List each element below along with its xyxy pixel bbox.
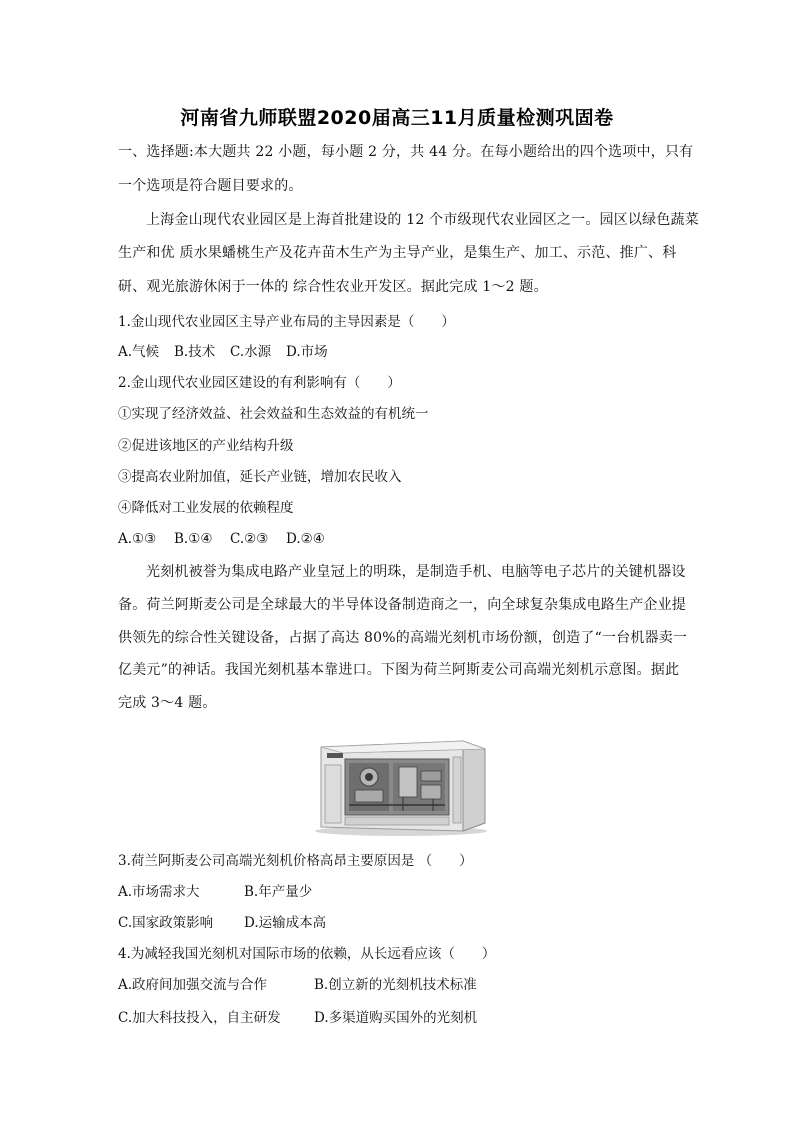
q2-item-4: ④降低对工业发展的依赖程度	[118, 500, 294, 516]
q1-option-b[interactable]: B.技术	[174, 344, 216, 360]
q3-option-c[interactable]: C.国家政策影响	[118, 915, 214, 931]
page-title: 河南省九师联盟2020届高三11月质量检测巩固卷	[180, 107, 614, 129]
q4-option-d[interactable]: D.多渠道购买国外的光刻机	[314, 1010, 478, 1026]
question-4-options-row-2	[118, 1008, 678, 1028]
q4-option-a[interactable]: A.政府间加强交流与合作	[118, 977, 268, 993]
q4-option-b[interactable]: B.创立新的光刻机技术标准	[314, 977, 477, 993]
q1-option-a[interactable]: A.气候	[118, 344, 160, 360]
passage-2-line-3: 供领先的综合性关键设备，占据了高达 80%的高端光刻机市场份额，创造了“一台机器卖一	[118, 630, 688, 646]
q4-option-c[interactable]: C.加大科技投入，自主研发	[118, 1010, 281, 1026]
question-2-options	[118, 529, 678, 549]
question-3-options-row-2	[118, 913, 678, 933]
passage-2-line-2: 备。荷兰阿斯麦公司是全球最大的半导体设备制造商之一，向全球复杂集成电路生产企业提	[118, 597, 686, 613]
section-instructions-line-1: 一、选择题:本大题共 22 小题，每小题 2 分，共 44 分。在每小题给出的四个选项中，只有	[118, 144, 694, 160]
q2-option-d[interactable]: D.②④	[286, 531, 325, 547]
question-3-stem: 3.荷兰阿斯麦公司高端光刻机价格高昂主要原因是 （ ）	[118, 853, 473, 869]
passage-1-line-3: 研、观光旅游休闲于一体的 综合性农业开发区。据此完成 1～2 题。	[118, 279, 548, 295]
q2-option-a[interactable]: A.①③	[118, 531, 157, 547]
passage-1-line-2: 生产和优 质水果蟠桃生产及花卉苗木生产为主导产业，是集生产、加工、示范、推广、科	[118, 245, 677, 261]
q2-item-3: ③提高农业附加值，延长产业链，增加农民收入	[118, 469, 402, 485]
passage-2-line-4: 亿美元”的神话。我国光刻机基本靠进口。下图为荷兰阿斯麦公司高端光刻机示意图。据此	[118, 662, 680, 678]
q3-option-b[interactable]: B.年产量少	[244, 884, 313, 900]
q2-item-2: ②促进该地区的产业结构升级	[118, 438, 294, 454]
q1-option-d[interactable]: D.市场	[286, 344, 328, 360]
question-4-options-row-1	[118, 975, 678, 995]
q2-option-b[interactable]: B.①④	[174, 531, 213, 547]
q3-option-d[interactable]: D.运输成本高	[244, 915, 327, 931]
q3-option-a[interactable]: A.市场需求大	[118, 884, 200, 900]
passage-1-line-1: 上海金山现代农业园区是上海首批建设的 12 个市级现代农业园区之一。园区以绿色蔬菜	[146, 212, 699, 228]
q2-item-1: ①实现了经济效益、社会效益和生态效益的有机统一	[118, 406, 429, 422]
passage-2-line-1: 光刻机被誉为集成电路产业皇冠上的明珠，是制造手机、电脑等电子芯片的关键机器设	[146, 564, 686, 580]
passage-2-line-5: 完成 3～4 题。	[118, 695, 217, 711]
section-instructions-line-2: 一个选项是符合题目要求的。	[118, 178, 303, 194]
q2-option-c[interactable]: C.②③	[230, 531, 269, 547]
lithography-machine-image	[313, 735, 488, 837]
question-3-options-row-1	[118, 882, 678, 902]
question-1-stem: 1.金山现代农业园区主导产业布局的主导因素是（ ）	[118, 314, 455, 330]
question-4-stem: 4.为减轻我国光刻机对国际市场的依赖，从长远看应该（ ）	[118, 946, 496, 962]
q1-option-c[interactable]: C.水源	[230, 344, 272, 360]
question-2-stem: 2.金山现代农业园区建设的有利影响有（ ）	[118, 375, 401, 391]
question-1-options	[118, 342, 678, 362]
